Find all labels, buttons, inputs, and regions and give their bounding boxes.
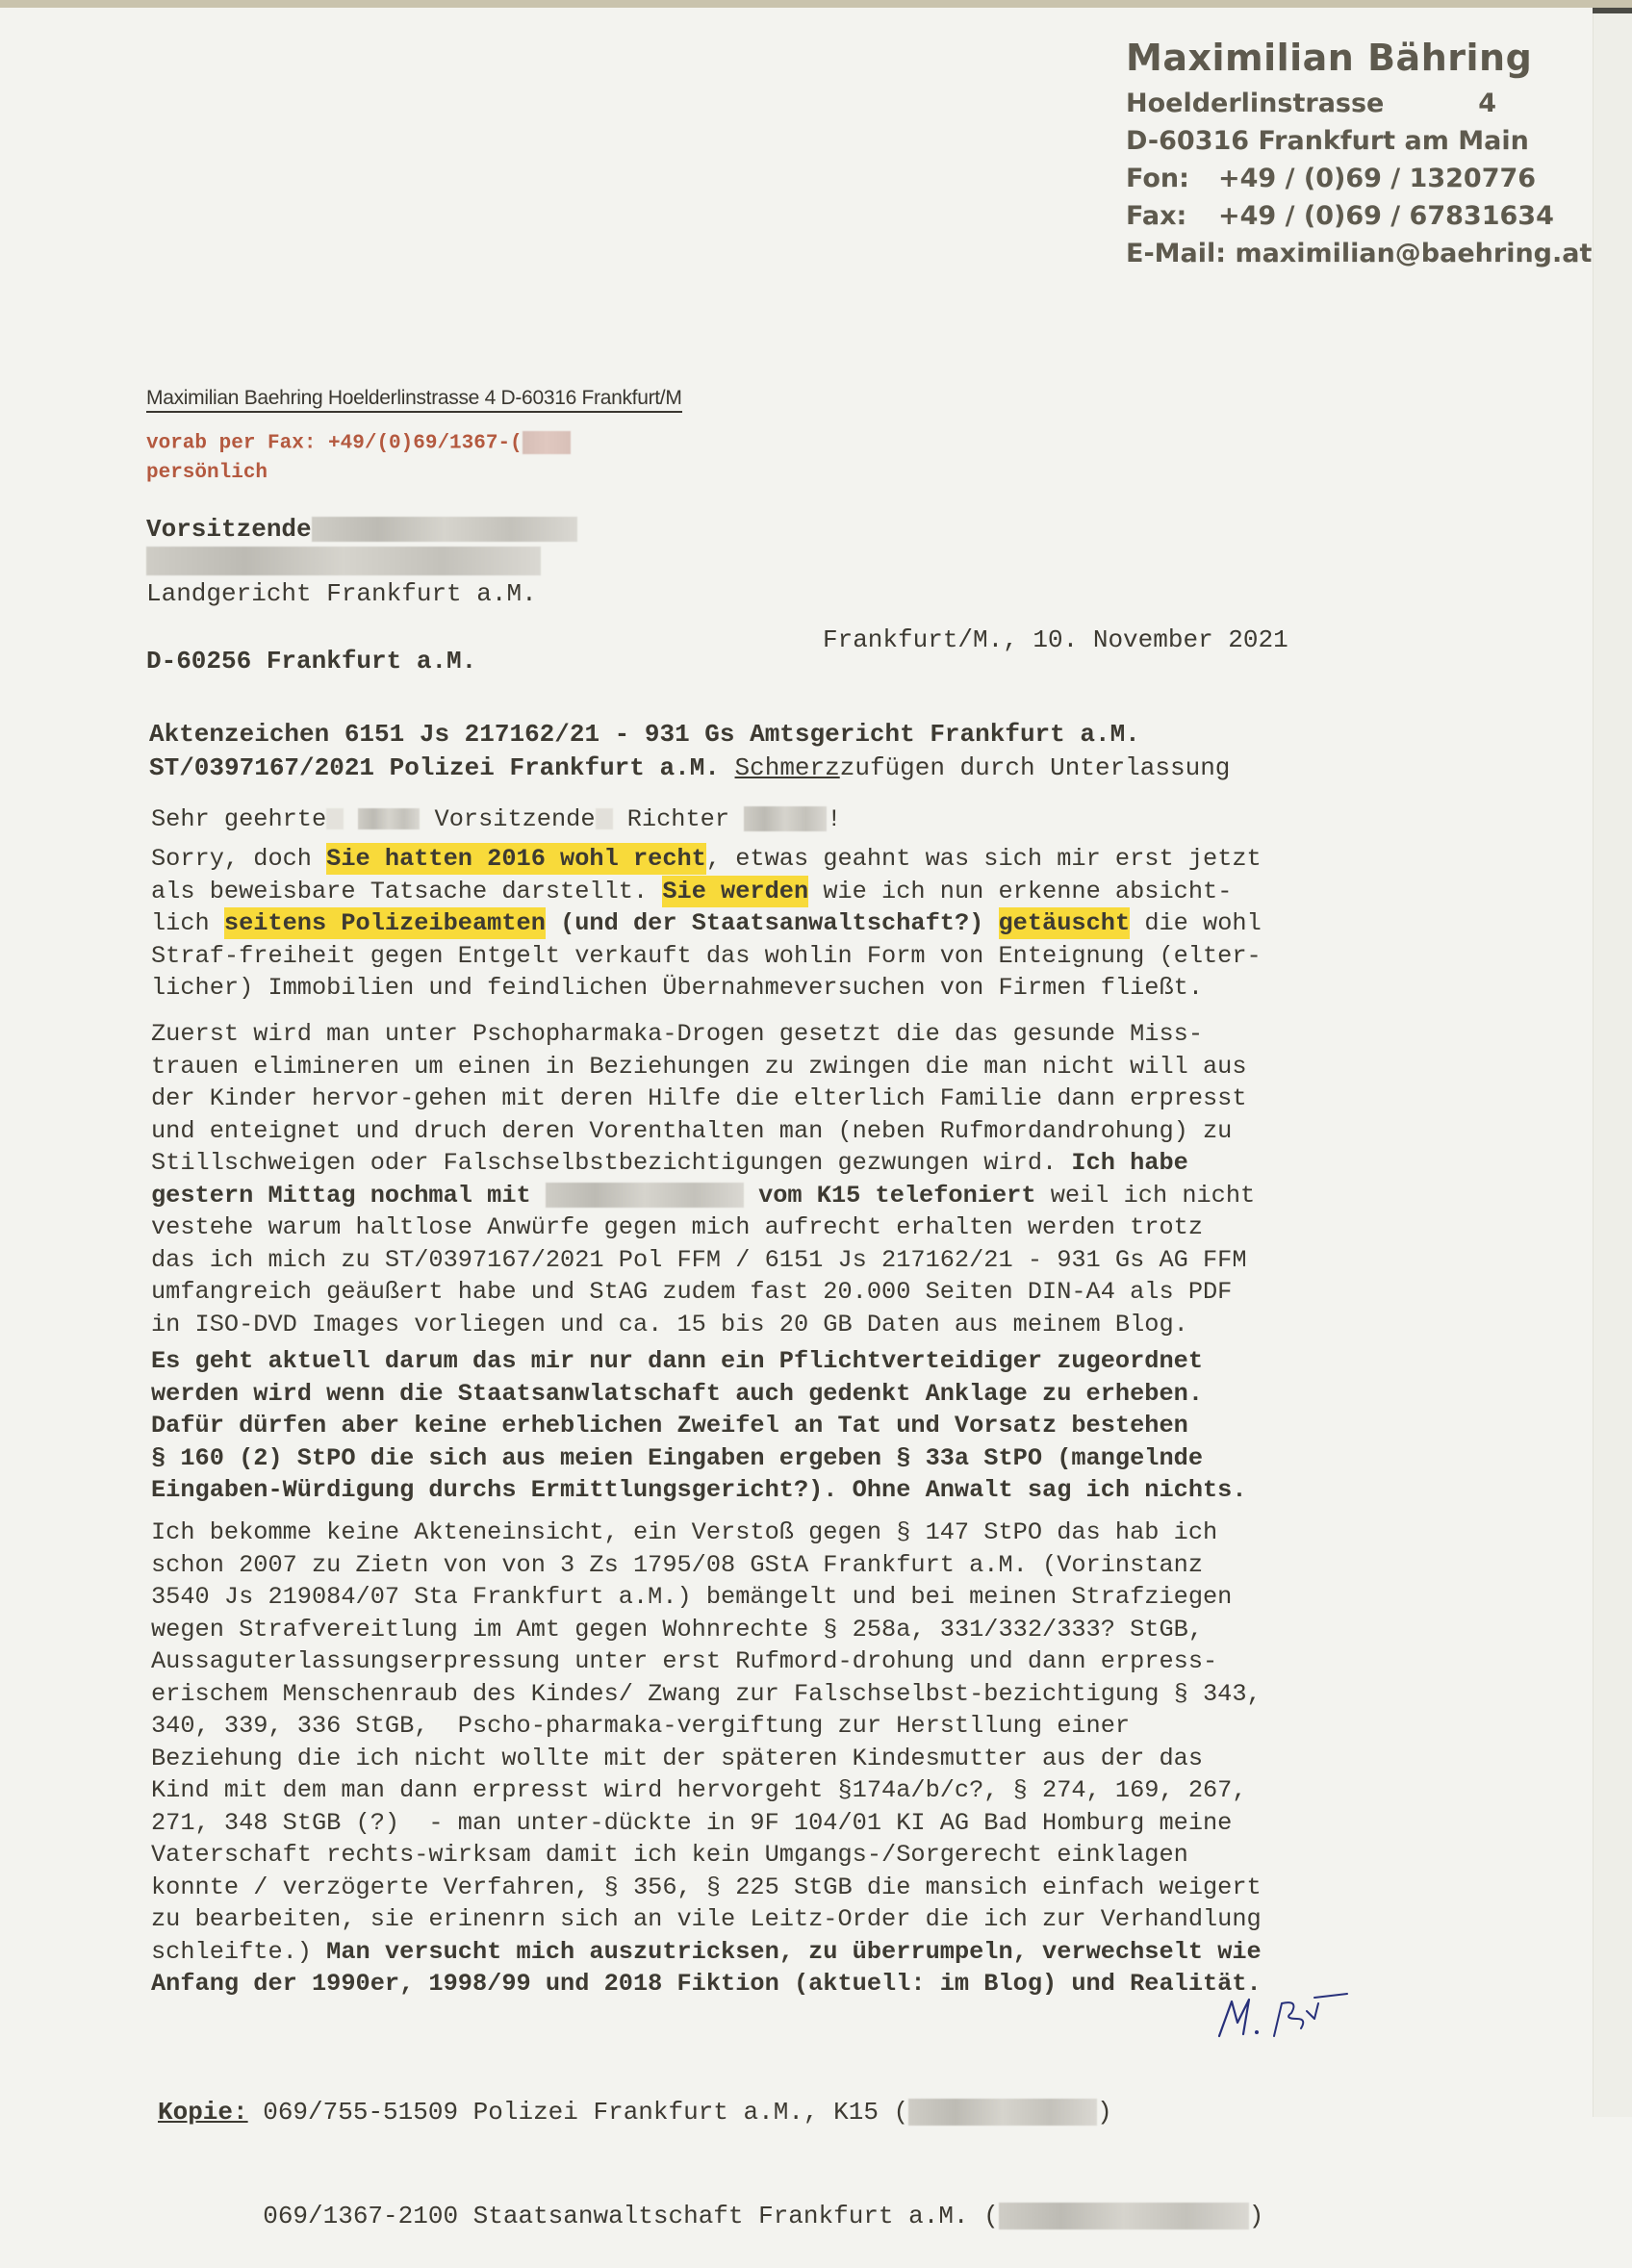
- redacted-officer-name: [546, 1183, 744, 1208]
- subject-line-1: Aktenzeichen 6151 Js 217162/21 - 931 Gs Amtsgericht Frankfurt a.M.: [149, 720, 1140, 749]
- p2-text-1: Zuerst wird man unter Pschopharmaka-Drogen gesetzt die das gesunde Miss- trauen elimineren um einen in Beziehungen zu zwingen die man nicht will aus der Kinder hervor-gehen mit deren Hilfe die elterlich Familie dann erpresst und enteignet und druch deren Vorenthalten man (neben Rufmordandrohung) zu Stillschweigen oder Falschselbstbezichtigungen gezwungen wird.: [151, 1020, 1247, 1177]
- letter-date: Frankfurt/M., 10. November 2021: [823, 625, 1288, 654]
- letterhead-email: E-Mail: maximilian@baehring.at: [1126, 239, 1593, 268]
- letterhead-city: D-60316 Frankfurt am Main: [1126, 126, 1529, 156]
- redacted-prosecutor-contact: [999, 2203, 1249, 2230]
- p1-text-4: die wohl Straf-freiheit gegen Entgelt verkauft das wohlin Form von Enteignung (elter- licher) Immobilien und feindlichen Übernahmeversuchen von Firmen fließt.: [151, 909, 1262, 1002]
- copy-prosecutor-text: 069/1367-2100 Staatsanwaltschaft Frankfurt a.M. (: [158, 2202, 999, 2230]
- salutation-greeting: Sehr geehrte: [151, 805, 327, 833]
- p2-bold-1: Ich habe gestern Mittag nochmal mit: [151, 1149, 1188, 1210]
- salutation: [151, 803, 1441, 836]
- paragraph-2: [151, 1018, 1441, 1340]
- fax-note: [146, 431, 571, 455]
- redacted-judge-name: [744, 806, 827, 831]
- redacted-recipient-line: [146, 547, 541, 575]
- salutation-judge: Richter: [626, 805, 729, 833]
- recipient-court: Landgericht Frankfurt a.M.: [146, 579, 537, 608]
- fax-note-text: vorab per Fax: +49/(0)69/1367-(: [146, 432, 523, 455]
- subject-line-2: [149, 752, 1230, 785]
- redacted-salutation-2: [358, 808, 420, 829]
- copy-prosecutor-end: ): [1248, 2202, 1264, 2230]
- letterhead: [1126, 37, 1592, 272]
- letterhead-name: Maximilian Bähring: [1126, 37, 1533, 79]
- scan-edge-shadow: [1593, 8, 1632, 13]
- redacted-police-contact: [908, 2099, 1097, 2126]
- copy-line-police: [158, 2095, 1263, 2129]
- p4-text: Ich bekomme keine Akteneinsicht, ein Verstoß gegen § 147 StPO das hab ich schon 2007 zu Zietn von von 3 Zs 1795/08 GStA Frankfurt a.M. (Vorinstanz 3540 Js 219084/07 Sta Frankfurt a.M.) bemängelt und bei meinen Strafziegen wegen Strafvereitlung im Amt gegen Wohnrechte § 258a, 331/332/333? StGB, Aussaguterlassungserpressung unter erst Rufmord-drohung und dann erpress- erischem Menschenraub des Kindes/ Zwang zur Falschselbst-bezichtigung § 343, 340, 339, 336 StGB, Pscho-pharmaka-vergiftung zur Herstllung einer Beziehung die ich nicht wollte mit der späteren Kindesmutter aus der das Kind mit dem man dann erpresst wird hervorgeht §174a/b/c?, § 274, 169, 267, 271, 348 StGB (?) - man unter-dückte in 9F 104/01 KI AG Bad Homburg meine Vaterschaft rechts-wirksam damit ich kein Umgangs-/Sorgerecht einklagen konnte / verzögerte Verfahren, § 356, § 225 StGB die mansich einfach weigert zu bearbeiten, sie erinenrn sich an vile Leitz-Order die ich zur Verhandlung schleifte.): [151, 1518, 1262, 1966]
- p4-bold: Man versucht mich auszutricksen, zu überrumpeln, verwechselt wie Anfang der 1990er, 1998/99 und 2018 Fiktion (aktuell: im Blog) und Realität.: [151, 1937, 1262, 1998]
- redacted-salutation-1: [326, 808, 344, 829]
- salutation-title: Vorsitzende: [434, 805, 596, 833]
- fax-label: Fax:: [1126, 201, 1187, 231]
- p2-bold-2: vom K15 telefoniert: [743, 1181, 1036, 1210]
- paragraph-1: [151, 843, 1441, 1005]
- letterhead-street: [1126, 85, 1496, 122]
- copy-police-end: ): [1097, 2098, 1112, 2127]
- sender-return-address: Maximilian Baehring Hoelderlinstrasse 4 D-60316 Frankfurt/M: [146, 387, 682, 413]
- scan-right-edge: [1593, 8, 1632, 2117]
- copy-line-prosecutor: [158, 2199, 1263, 2233]
- scan-top-border: [0, 0, 1632, 8]
- recipient-title-line: [146, 515, 577, 544]
- recipient-line-2: [146, 547, 541, 575]
- subject-block: [149, 718, 1230, 785]
- p1-bold: (und der Staatsanwaltschaft?): [545, 909, 999, 937]
- recipient-title: Vorsitzende: [146, 515, 312, 544]
- redacted-salutation-3: [596, 808, 613, 829]
- p1-text-2: , etwas geahnt was sich mir erst jetzt als beweisbare Tatsache darstellt.: [151, 845, 1262, 905]
- highlight-1: Sie hatten 2016 wohl recht: [326, 845, 706, 873]
- copies-block: [158, 2026, 1263, 2268]
- highlight-4: getäuscht: [998, 909, 1131, 937]
- phone-number: +49 / (0)69 / 1320776: [1218, 164, 1537, 193]
- phone-label: Fon:: [1126, 164, 1189, 193]
- fax-number: +49 / (0)69 / 67831634: [1218, 201, 1554, 231]
- subject-underlined-word: Schmerz: [734, 753, 840, 782]
- house-number: 4: [1478, 89, 1496, 118]
- subject-topic: zufügen durch Unterlassung: [839, 753, 1231, 782]
- highlight-2: Sie werden: [662, 877, 809, 905]
- p2-text-2: weil ich nicht vestehe warum haltlose Anwürfe gegen mich aufrecht erhalten werden trotz das ich mich zu ST/0397167/2021 Pol FFM / 6151 Js 217162/21 - 931 Gs AG FFM umfangreich geäußert habe und StAG zudem fast 20.000 Seiten DIN-A4 als PDF in ISO-DVD Images vorliegen und ca. 15 bis 20 GB Daten aus meinem Blog.: [151, 1181, 1256, 1338]
- redacted-recipient-name: [312, 517, 577, 542]
- recipient-city: D-60256 Frankfurt a.M.: [146, 647, 477, 675]
- highlight-3: seitens Polizeibeamten: [223, 909, 546, 937]
- p1-text-3: wie ich nun erkenne absicht- lich: [151, 877, 1233, 937]
- salutation-end: !: [827, 805, 842, 833]
- copies-label: Kopie:: [158, 2098, 248, 2127]
- personal-note: persönlich: [146, 462, 268, 484]
- police-reference: ST/0397167/2021 Polizei Frankfurt a.M.: [149, 753, 720, 782]
- paragraph-4: [151, 1516, 1441, 2000]
- copy-police-text: 069/755-51509 Polizei Frankfurt a.M., K15 (: [247, 2098, 909, 2127]
- letterhead-phone: [1126, 160, 1592, 197]
- redacted-fax-digits: [523, 431, 571, 454]
- letterhead-fax: [1126, 197, 1592, 235]
- street-name: Hoelderlinstrasse: [1126, 89, 1385, 118]
- paragraph-3: Es geht aktuell darum das mir nur dann ein Pflichtverteidiger zugeordnet werden wird wenn die Staatsanwlatschaft auch gedenkt Anklage zu erheben. Dafür dürfen aber keine erheblichen Zweifel an Tat und Vorsatz bestehen § 160 (2) StPO die sich aus meien Eingaben ergeben § 33a StPO (mangelnde Eingaben-Würdigung durchs Ermittlungsgericht?). Ohne Anwalt sag ich nichts.: [151, 1347, 1247, 1504]
- p1-text-1: Sorry, doch: [151, 845, 327, 873]
